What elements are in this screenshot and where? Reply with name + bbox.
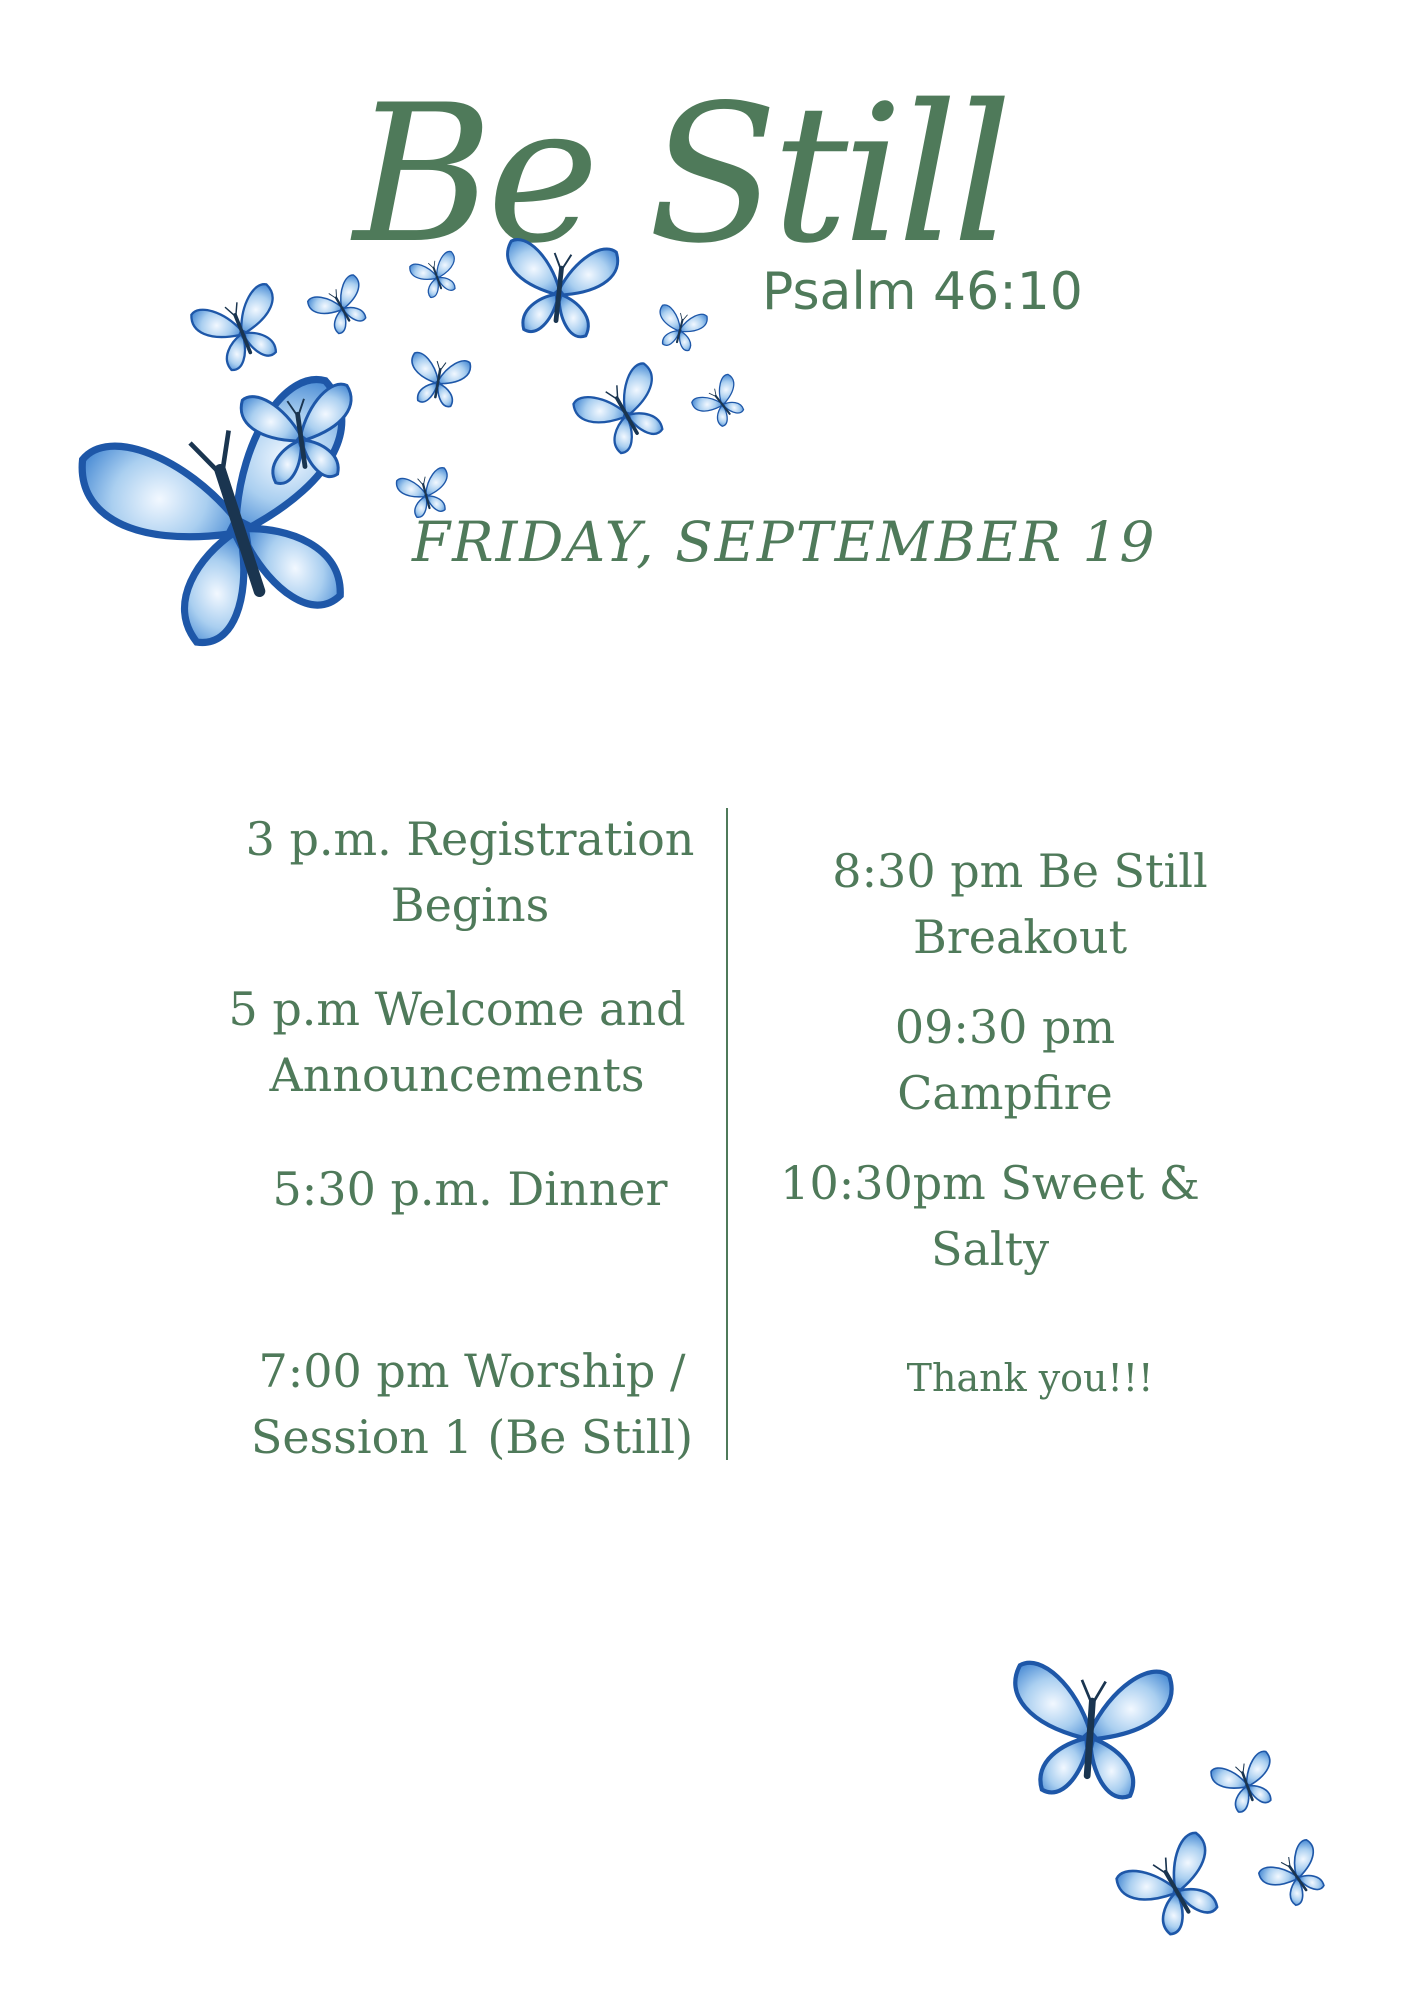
butterfly-icon: [563, 351, 689, 477]
butterfly-icon: [478, 224, 640, 359]
schedule-item-detail: Salty: [930, 1222, 1050, 1276]
schedule-item-detail: Breakout: [912, 910, 1128, 964]
schedule-item-time-title: 5:30 p.m. Dinner: [272, 1162, 668, 1216]
schedule-item-breakout: [770, 838, 1270, 970]
butterfly-icon: [984, 1643, 1195, 1827]
schedule-item-time-title: 09:30 pm: [894, 1000, 1116, 1054]
column-divider: [726, 808, 728, 1460]
event-date: FRIDAY, SEPTEMBER 19: [412, 510, 1157, 574]
thank-you-note: Thank you!!!: [906, 1356, 1154, 1400]
schedule-item-sweet-salty: [760, 1150, 1220, 1282]
schedule-item-registration: [230, 806, 710, 938]
schedule-item-worship: [232, 1338, 712, 1470]
butterfly-icon: [686, 368, 759, 441]
schedule-item-time-title: 7:00 pm Worship /: [258, 1344, 686, 1398]
butterfly-icon: [1251, 1831, 1343, 1923]
schedule-item-detail: Campfire: [897, 1066, 1113, 1120]
scripture-reference: Psalm 46:10: [762, 262, 1083, 322]
schedule-item-dinner: [230, 1156, 710, 1222]
schedule-item-time-title: 5 p.m Welcome and: [228, 982, 686, 1036]
schedule-item-time-title: 3 p.m. Registration: [245, 812, 695, 866]
butterfly-icon: [400, 337, 477, 427]
schedule-item-detail: Announcements: [269, 1048, 645, 1102]
page-title: Be Still: [353, 64, 1007, 285]
schedule-item-detail: Session 1 (Be Still): [250, 1410, 694, 1464]
schedule-item-campfire: [770, 994, 1240, 1126]
schedule-item-welcome: [212, 976, 702, 1108]
butterfly-icon: [648, 298, 711, 361]
schedule-item-time-title: 8:30 pm Be Still: [832, 844, 1208, 898]
butterfly-icon: [1205, 1743, 1290, 1828]
schedule-item-detail: Begins: [390, 878, 550, 932]
schedule-item-time-title: 10:30pm Sweet &: [780, 1156, 1200, 1210]
butterfly-icon: [228, 370, 373, 507]
butterfly-icon: [1104, 1817, 1248, 1963]
